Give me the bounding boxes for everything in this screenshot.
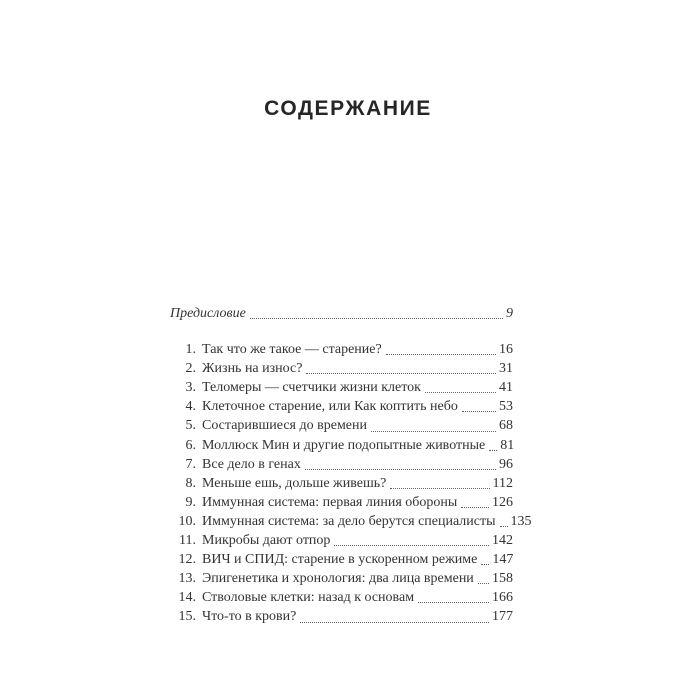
entry-number: 11.	[179, 533, 196, 549]
table-of-contents	[170, 304, 532, 627]
entry-title: ВИЧ и СПИД: старение в ускоренном режиме	[202, 552, 478, 568]
entry-page-number: 68	[499, 418, 513, 434]
toc-row	[170, 397, 513, 416]
entry-page-number: 112	[492, 475, 513, 491]
toc-preface-row	[170, 304, 513, 323]
toc-row	[170, 588, 513, 607]
entry-title: Иммунная система: за дело берутся специалисты	[202, 513, 496, 529]
entry-page-number: 158	[492, 571, 513, 587]
entry-page-number: 16	[499, 342, 513, 358]
entry-page-number: 166	[492, 590, 513, 606]
page-title: СОДЕРЖАНИЕ	[264, 97, 432, 120]
dot-leader	[390, 488, 489, 489]
toc-row	[170, 607, 513, 626]
entry-page-number: 147	[492, 552, 514, 568]
dot-leader	[478, 583, 489, 584]
dot-leader	[334, 545, 489, 546]
toc-row	[170, 340, 513, 359]
entry-page-number: 41	[499, 380, 513, 396]
entry-page-number: 135	[510, 513, 532, 529]
toc-row	[170, 531, 513, 550]
dot-leader	[418, 602, 489, 603]
toc-row	[170, 550, 513, 569]
entry-number: 10.	[178, 513, 196, 529]
dot-leader	[481, 564, 489, 565]
toc-row	[170, 416, 513, 435]
entry-number: 13.	[178, 571, 196, 587]
dot-leader	[461, 507, 489, 508]
entry-title: Меньше ешь, дольше живешь?	[202, 475, 387, 491]
entry-page-number: 53	[499, 399, 513, 415]
toc-row	[170, 455, 513, 474]
entry-title: Что-то в крови?	[202, 609, 297, 625]
entry-number: 8.	[185, 475, 196, 491]
toc-list	[170, 340, 532, 626]
toc-row	[170, 474, 513, 493]
toc-row	[170, 569, 513, 588]
toc-row	[170, 436, 513, 455]
entry-number: 15.	[178, 609, 196, 625]
dot-leader	[462, 411, 496, 412]
toc-row	[170, 512, 532, 531]
entry-page-number: 81	[500, 437, 515, 453]
entry-number: 2.	[185, 361, 196, 377]
entry-page-number: 31	[499, 361, 513, 377]
dot-leader	[250, 318, 503, 319]
entry-number: 7.	[185, 456, 196, 472]
entry-title: Эпигенетика и хронология: два лица времени	[202, 571, 474, 587]
entry-page-number: 177	[492, 609, 513, 625]
entry-number: 14.	[178, 590, 196, 606]
dot-leader	[386, 354, 496, 355]
toc-row	[170, 493, 513, 512]
dot-leader	[489, 450, 497, 451]
entry-page-number: 142	[492, 533, 513, 549]
entry-page-number: 96	[499, 456, 513, 472]
entry-title: Теломеры — счетчики жизни клеток	[202, 380, 421, 396]
entry-number: 3.	[185, 380, 196, 396]
entry-title: Так что же такое — старение?	[202, 342, 382, 358]
entry-title: Жизнь на износ?	[202, 361, 303, 377]
entry-title: Микробы дают отпор	[202, 533, 331, 549]
dot-leader	[425, 392, 496, 393]
entry-number: 4.	[185, 399, 196, 415]
entry-title: Клеточное старение, или Как коптить небо	[202, 399, 458, 415]
entry-title: Все дело в генах	[202, 456, 301, 472]
dot-leader	[305, 469, 496, 470]
preface-label: Предисловие	[170, 306, 246, 321]
dot-leader	[300, 622, 489, 623]
entry-page-number: 126	[492, 494, 513, 510]
dot-leader	[500, 526, 508, 527]
entry-title: Моллюск Мин и другие подопытные животные	[202, 437, 486, 453]
entry-number: 1.	[185, 342, 196, 358]
toc-row	[170, 359, 513, 378]
entry-title: Состарившиеся до времени	[202, 418, 367, 434]
toc-row	[170, 378, 513, 397]
entry-title: Иммунная система: первая линия обороны	[202, 494, 458, 510]
dot-leader	[306, 373, 496, 374]
entry-title: Стволовые клетки: назад к основам	[202, 590, 415, 606]
dot-leader	[371, 431, 496, 432]
entry-number: 6.	[185, 437, 196, 453]
entry-number: 12.	[178, 552, 196, 568]
preface-page-number: 9	[506, 306, 513, 321]
entry-number: 9.	[185, 494, 196, 510]
entry-number: 5.	[185, 418, 196, 434]
